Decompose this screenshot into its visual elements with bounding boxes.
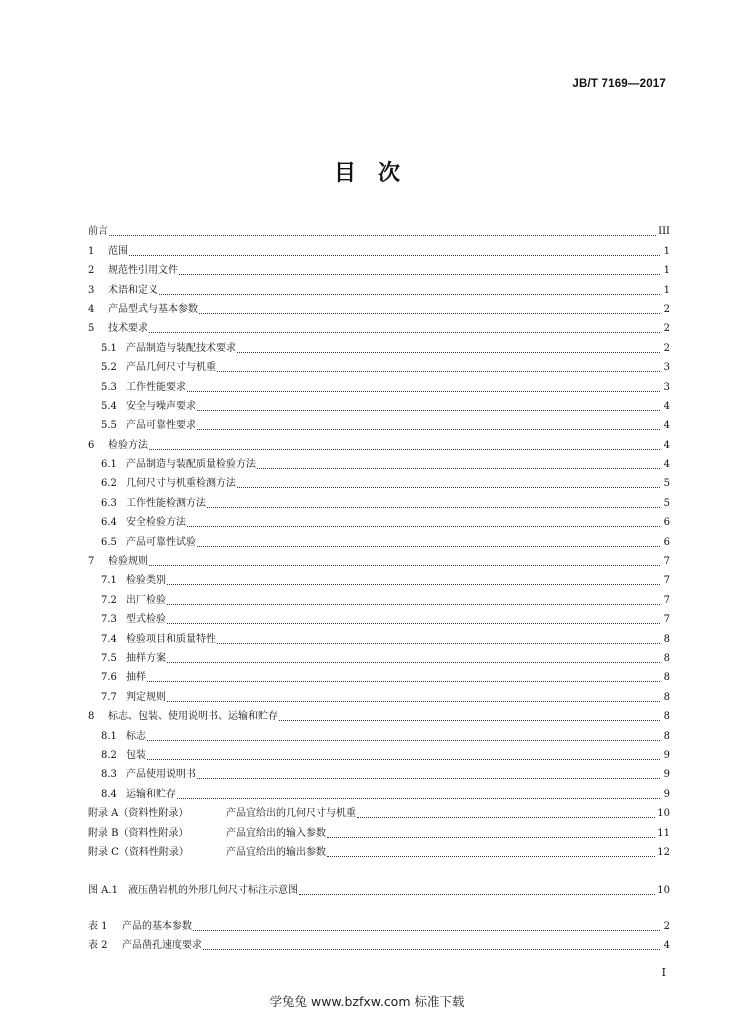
toc-entry-page: 9 [663, 769, 670, 781]
toc-entry-number: 8.4 [101, 788, 117, 800]
toc-entry-number: 表 1 [88, 920, 108, 932]
toc-entry-page: 10 [657, 885, 670, 897]
toc-entry-label: 产品几何尺寸与机重 [126, 362, 216, 374]
watermark-footer: 学兔兔 www.bzfxw.com 标准下载 [269, 994, 465, 1009]
toc-entry-label: 术语和定义 [108, 284, 158, 296]
toc-entry-number: 6.4 [101, 517, 117, 529]
dot-leader [147, 739, 660, 741]
toc-entry[interactable] [88, 374, 670, 393]
toc-entry[interactable] [88, 258, 670, 277]
toc-entry-number: 5.3 [101, 381, 117, 393]
toc-entry-number: 2 [88, 265, 95, 277]
toc-entry[interactable] [88, 723, 670, 742]
toc-entry-page: 10 [657, 808, 670, 820]
dot-leader [167, 603, 660, 605]
toc-entry-page: III [658, 226, 670, 238]
toc-entry-label: 技术要求 [108, 323, 148, 335]
toc-entry-page: 7 [663, 594, 670, 606]
toc-entry-number: 5.2 [101, 362, 117, 374]
toc-entry-number: 7.4 [101, 633, 117, 645]
toc-entry[interactable] [88, 840, 670, 859]
toc-entry-page: 8 [663, 652, 670, 664]
dot-leader [167, 700, 660, 702]
toc-entry[interactable] [88, 510, 670, 529]
toc-entry[interactable] [88, 238, 670, 257]
toc-entry-number: 8.1 [101, 730, 117, 742]
toc-entry-label: 范围 [108, 245, 128, 257]
toc-entry-page: 8 [663, 633, 670, 645]
toc-entry[interactable] [88, 568, 670, 587]
toc-entry-page: 12 [657, 846, 670, 858]
toc-entry-page: 2 [663, 920, 670, 932]
toc-entry-label: 工作性能要求 [126, 381, 186, 393]
dot-leader [237, 486, 660, 488]
toc-entry-page: 6 [663, 517, 670, 529]
toc-entry-label: 产品可靠性要求 [126, 420, 196, 432]
dot-leader [217, 642, 660, 644]
toc-entry[interactable] [88, 413, 670, 432]
toc-entry-label: 产品制造与装配技术要求 [126, 342, 236, 354]
toc-entry-number: 6 [88, 439, 95, 451]
dot-leader [197, 428, 660, 430]
dot-leader [203, 948, 660, 950]
dot-leader [179, 273, 660, 275]
dot-leader [159, 293, 660, 295]
dot-leader [327, 855, 655, 857]
toc-entry-number: 表 2 [88, 940, 108, 952]
toc-entry[interactable] [88, 878, 670, 897]
dot-leader [357, 816, 655, 818]
dot-leader [149, 564, 660, 566]
toc-entry-label: 检验规则 [108, 556, 148, 568]
toc-entry-number: 5.4 [101, 400, 117, 412]
dot-leader [199, 312, 660, 314]
dot-leader [167, 583, 660, 585]
toc-entry-number: 7.2 [101, 594, 117, 606]
toc-entry-page: 6 [663, 536, 670, 548]
dot-leader [149, 448, 660, 450]
dot-leader [327, 836, 655, 838]
toc-entry-page: 4 [663, 400, 670, 412]
toc-entry-label: 产品凿孔速度要求 [122, 940, 202, 952]
toc-entry-page: 2 [663, 303, 670, 315]
toc-entry-number: 6.2 [101, 478, 117, 490]
dot-leader [257, 467, 660, 469]
toc-entry-number: 6.3 [101, 497, 117, 509]
toc-entry-label: 运输和贮存 [126, 788, 176, 800]
toc-entry-page: 2 [663, 323, 670, 335]
toc-entry-label: 几何尺寸与机重检测方法 [126, 478, 236, 490]
dot-leader [187, 525, 660, 527]
dot-leader [197, 777, 660, 779]
toc-entry-label: 标志、包装、使用说明书、运输和贮存 [108, 711, 278, 723]
dot-leader [207, 506, 660, 508]
toc-entry-page: 4 [663, 439, 670, 451]
toc-entry[interactable] [88, 452, 670, 471]
toc-entry-number: 7.3 [101, 614, 117, 626]
standard-code: JB/T 7169—2017 [572, 78, 666, 90]
toc-entry-page: 8 [663, 711, 670, 723]
page-title: 目 次 [333, 161, 400, 186]
toc-entry-number: 附录 B（资料性附录） [88, 827, 189, 839]
toc-entry-label: 规范性引用文件 [108, 265, 178, 277]
toc-entry-page: 1 [663, 284, 670, 296]
toc-entry-label: 型式检验 [126, 614, 166, 626]
toc-entry[interactable] [88, 471, 670, 490]
toc-entry-label: 产品的基本参数 [122, 920, 192, 932]
dot-leader [149, 331, 660, 333]
toc-entry-page: 9 [663, 749, 670, 761]
page-number: I [661, 966, 666, 979]
toc-entry-label: 产品宜给出的输入参数 [226, 827, 326, 839]
toc-entry-label: 产品宜给出的输出参数 [226, 846, 326, 858]
dot-leader [167, 661, 660, 663]
toc-entry-label: 判定规则 [126, 691, 166, 703]
toc-entry-number: 3 [88, 284, 95, 296]
toc-entry[interactable] [88, 219, 670, 238]
toc-entry-label: 液压凿岩机的外形几何尺寸标注示意图 [128, 885, 298, 897]
toc-entry[interactable] [88, 704, 670, 723]
toc-entry[interactable] [88, 684, 670, 703]
toc-entry-number: 5 [88, 323, 95, 335]
toc-entry-number: 5.1 [101, 342, 117, 354]
toc-entry-page: 3 [663, 381, 670, 393]
toc-entry-label: 安全检验方法 [126, 517, 186, 529]
toc-entry-label: 产品宜给出的几何尺寸与机重 [226, 808, 356, 820]
toc-entry-number: 7.7 [101, 691, 117, 703]
toc-entry-label: 安全与噪声要求 [126, 400, 196, 412]
toc-entry[interactable] [88, 743, 670, 762]
toc-entry-number: 7 [88, 556, 95, 568]
toc-entry[interactable] [88, 607, 670, 626]
dot-leader [177, 797, 660, 799]
toc-entry[interactable] [88, 762, 670, 781]
toc-entry-label: 产品型式与基本参数 [108, 303, 198, 315]
dot-leader [167, 622, 660, 624]
toc-entry-number: 8.2 [101, 749, 117, 761]
toc-entry-number: 附录 C（资料性附录） [88, 846, 189, 858]
dot-leader [237, 351, 660, 353]
dot-leader [197, 409, 660, 411]
dot-leader [109, 234, 656, 236]
toc-entry-label: 检验方法 [108, 439, 148, 451]
toc-entry-label: 工作性能检测方法 [126, 497, 206, 509]
toc-entry[interactable] [88, 529, 670, 548]
toc-entry-number: 5.5 [101, 420, 117, 432]
toc-entry-number: 4 [88, 303, 95, 315]
toc-entry[interactable] [88, 335, 670, 354]
toc-entry-number: 7.5 [101, 652, 117, 664]
toc-entry[interactable] [88, 394, 670, 413]
toc-entry-page: 4 [663, 420, 670, 432]
toc-entry[interactable] [88, 913, 670, 932]
toc-entry-page: 8 [663, 691, 670, 703]
dot-leader [193, 929, 660, 931]
toc-entry-number: 图 A.1 [88, 885, 118, 897]
dot-leader [299, 893, 655, 895]
toc-entry-label: 标志 [126, 730, 146, 742]
toc-entry-page: 5 [663, 478, 670, 490]
section-gap [88, 897, 670, 913]
toc-entry-number: 附录 A（资料性附录） [88, 808, 189, 820]
toc-entry[interactable] [88, 355, 670, 374]
toc-entry[interactable] [88, 432, 670, 451]
dot-leader [197, 545, 660, 547]
toc-entry-page: 4 [663, 459, 670, 471]
toc-entry[interactable] [88, 587, 670, 606]
toc-entry-label: 前言 [88, 226, 108, 238]
toc-entry-label: 出厂检验 [126, 594, 166, 606]
toc-entry-label: 产品使用说明书 [126, 769, 196, 781]
toc-entry[interactable] [88, 316, 670, 335]
toc-entry-page: 7 [663, 556, 670, 568]
toc-entry[interactable] [88, 781, 670, 800]
toc-entry-label: 抽样 [126, 672, 146, 684]
section-gap [88, 859, 670, 878]
toc-entry-label: 产品制造与装配质量检验方法 [126, 459, 256, 471]
toc-entry-number: 8 [88, 711, 95, 723]
toc-entry-page: 2 [663, 342, 670, 354]
toc-entry-number: 1 [88, 245, 95, 257]
dot-leader [129, 254, 660, 256]
toc-entry-number: 6.1 [101, 459, 117, 471]
dot-leader [187, 390, 660, 392]
toc-entry-label: 包装 [126, 749, 146, 761]
table-of-contents [88, 219, 670, 952]
toc-entry[interactable] [88, 549, 670, 568]
toc-entry-page: 11 [657, 827, 670, 839]
toc-entry[interactable] [88, 665, 670, 684]
toc-entry-page: 1 [663, 245, 670, 257]
toc-entry[interactable] [88, 297, 670, 316]
toc-entry[interactable] [88, 820, 670, 839]
toc-entry-number: 7.6 [101, 672, 117, 684]
toc-entry[interactable] [88, 490, 670, 509]
toc-entry[interactable] [88, 626, 670, 645]
toc-entry-page: 8 [663, 730, 670, 742]
toc-entry-page: 3 [663, 362, 670, 374]
toc-entry-label: 检验类别 [126, 575, 166, 587]
dot-leader [217, 370, 660, 372]
toc-entry-number: 6.5 [101, 536, 117, 548]
toc-entry-page: 9 [663, 788, 670, 800]
toc-entry-page: 5 [663, 497, 670, 509]
toc-entry-number: 7.1 [101, 575, 117, 587]
toc-entry-page: 1 [663, 265, 670, 277]
dot-leader [279, 719, 660, 721]
toc-entry-page: 7 [663, 575, 670, 587]
dot-leader [147, 758, 660, 760]
toc-entry-label: 产品可靠性试验 [126, 536, 196, 548]
toc-entry-page: 7 [663, 614, 670, 626]
toc-entry-label: 检验项目和质量特性 [126, 633, 216, 645]
toc-entry-number: 8.3 [101, 769, 117, 781]
toc-entry[interactable] [88, 646, 670, 665]
toc-entry-label: 抽样方案 [126, 652, 166, 664]
toc-entry[interactable] [88, 801, 670, 820]
toc-entry[interactable] [88, 277, 670, 296]
toc-entry-page: 4 [663, 940, 670, 952]
dot-leader [147, 680, 660, 682]
toc-entry-page: 8 [663, 672, 670, 684]
toc-entry[interactable] [88, 933, 670, 952]
